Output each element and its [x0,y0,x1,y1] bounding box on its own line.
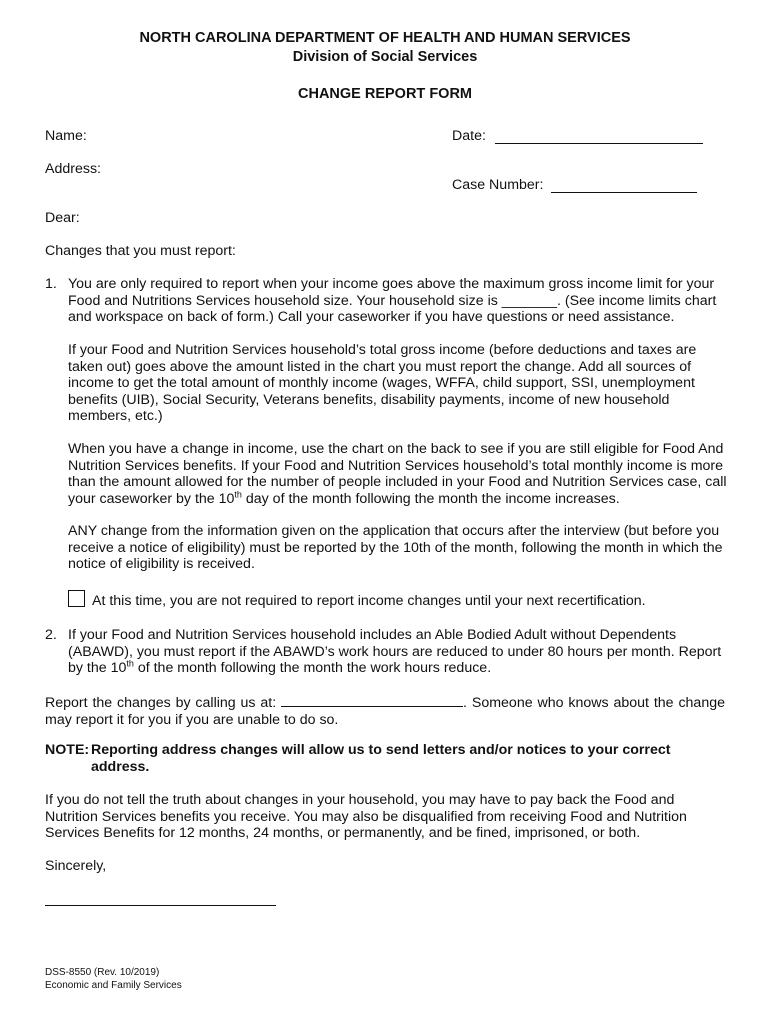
item-1-p3-superscript: th [234,489,242,500]
item-1-paragraph-1 [68,276,728,326]
report-text-a: Report the changes by calling us at: [45,695,282,711]
item-1-p3-text-a: When you have a change in income, use the chart on the back to see if you are still eligible for Food And Nutrition Services benefits. If your Food and Nutrition Services household’s total monthly income is more than the amount allowed for the number of people included in your Food and Nutrition Services case, call your caseworker by the 10 [68,441,727,507]
recertification-checkbox[interactable] [68,590,85,607]
closing-text: Sincerely, [45,858,107,874]
recertification-checkbox-label: At this time, you are not required to report income changes until your next recertification. [92,593,646,609]
case-number-label: Case Number: [452,177,544,193]
office-name: Economic and Family Services [45,980,182,991]
item-1-paragraph-3 [68,441,728,507]
date-label: Date: [452,128,486,144]
item-2-superscript: th [126,658,134,669]
item-2-text-b: of the month following the month the work hours reduce. [133,660,492,677]
intro-text: Changes that you must report: [45,243,236,259]
form-number: DSS-8550 (Rev. 10/2019) [45,967,160,978]
dear-label: Dear: [45,210,80,226]
item-1-text-a: You are only required to report when your income goes above the maximum gross income limit for your Food and Nutritions Services household size. Your household size is [68,276,715,309]
note-label: NOTE: [45,742,90,758]
case-number-field[interactable] [551,177,697,193]
form-title: CHANGE REPORT FORM [298,86,472,102]
item-1-number: 1. [45,276,57,292]
item-1-paragraph-2: If your Food and Nutrition Services household’s total gross income (before deductions and taxes are taken out) goes above the amount listed in the chart you must report the change. Add all sources of income to get the total amount of monthly income (wages, WFFA, child support, SSI, unemployment benefits (UIB), Social Security, Veterans benefits, disability payments, income of new household members, etc.) [68,342,697,425]
note-text: Reporting address changes will allow us to send letters and/or notices to your correct address. [91,742,671,775]
phone-number-field[interactable] [281,692,463,707]
signature-line[interactable] [45,905,276,906]
department-heading: NORTH CAROLINA DEPARTMENT OF HEALTH AND HUMAN SERVICES [139,30,631,46]
household-size-blank[interactable]: _______ [501,292,557,309]
item-1-text-b: . (See income limits chart and workspace on back of form.) Call your caseworker if you have questions or need assistance. [68,292,717,326]
report-text-b: . Someone who knows about the change may report it for you if you are unable to do so. [45,695,725,728]
item-2-paragraph [68,627,728,677]
item-2-number: 2. [45,627,57,643]
item-2-text-a: If your Food and Nutrition Services household includes an Able Bodied Adult without Dependents (ABAWD), you must report if the ABAWD’s work hours are reduced to under 80 hours per month. Report by the 10 [68,627,722,677]
item-1-p3-text-b: day of the month following the month the income increases. [241,490,620,507]
item-1-paragraph-4: ANY change from the information given on the application that occurs after the interview (but before you receive a notice of eligibility) must be reported by the 10th of the month, following the month in which the notice of eligibility is received. [68,523,723,573]
name-label: Name: [45,128,87,144]
warning-paragraph: If you do not tell the truth about changes in your household, you may have to pay back the Food and Nutrition Services benefits you receive. You may also be disqualified from receiving Food and Nutrition Services Benefits for 12 months, 24 months, or permanently, and be fined, imprisoned, or both. [45,792,687,842]
date-field[interactable] [495,128,703,144]
division-heading: Division of Social Services [292,49,478,65]
address-label: Address: [45,161,101,177]
report-changes-paragraph [45,692,725,728]
